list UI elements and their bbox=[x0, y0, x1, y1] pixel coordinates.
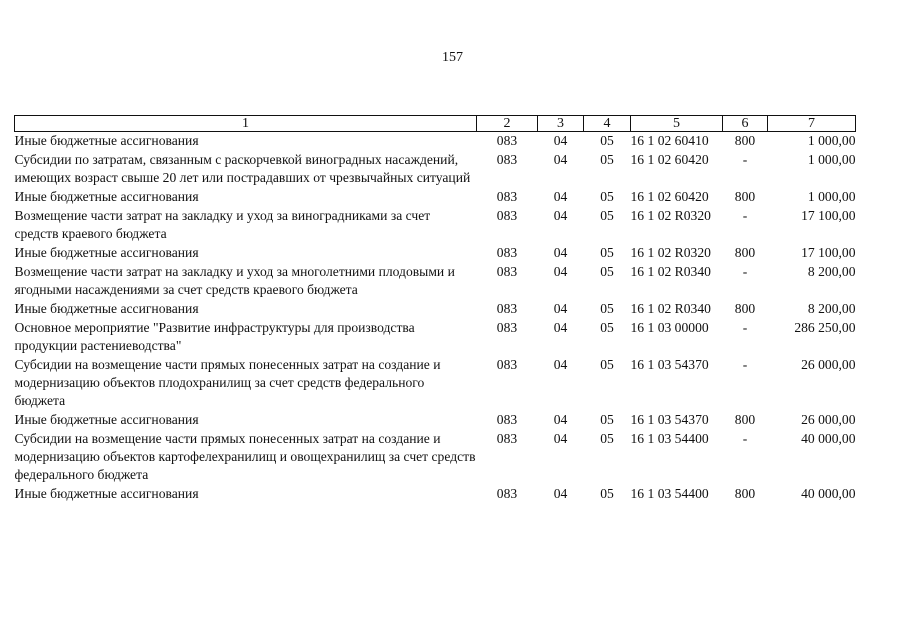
row-target-code: 16 1 03 54370 bbox=[630, 357, 709, 372]
row-code: 083 bbox=[496, 152, 518, 167]
row-code: 083 bbox=[496, 208, 518, 223]
row-amount: 40 000,00 bbox=[801, 431, 856, 446]
row-name: Субсидии на возмещение части прямых понесенных затрат на создание и модернизацию объектов плодохранилищ за счет средств федерального бюджета bbox=[14, 357, 441, 408]
row-expense-type: - bbox=[742, 264, 748, 279]
table-row bbox=[15, 188, 856, 207]
row-expense-type: - bbox=[742, 357, 748, 372]
row-target-code: 16 1 02 60410 bbox=[630, 133, 709, 148]
row-amount: 40 000,00 bbox=[801, 486, 856, 501]
row-expense-type: - bbox=[742, 208, 748, 223]
row-subsection: 05 bbox=[600, 152, 614, 167]
column-header: 6 bbox=[723, 116, 768, 132]
row-expense-type: 800 bbox=[734, 486, 756, 501]
row-target-code: 16 1 03 54370 bbox=[630, 412, 709, 427]
row-section: 04 bbox=[553, 412, 568, 427]
row-target-code: 16 1 02 60420 bbox=[630, 152, 709, 167]
table-row bbox=[15, 300, 856, 319]
row-amount: 1 000,00 bbox=[807, 133, 856, 148]
row-subsection: 05 bbox=[600, 320, 614, 335]
row-name: Субсидии по затратам, связанным с раскорчевкой виноградных насаждений, имеющих возраст свыше 20 лет или пострадавших от чрезвычайных ситуаций bbox=[14, 152, 471, 185]
column-header: 2 bbox=[477, 116, 538, 132]
row-section: 04 bbox=[553, 357, 568, 372]
page-number: 157 bbox=[442, 50, 463, 65]
row-amount: 1 000,00 bbox=[807, 189, 856, 204]
row-target-code: 16 1 02 60420 bbox=[630, 189, 709, 204]
row-subsection: 05 bbox=[600, 208, 614, 223]
row-subsection: 05 bbox=[600, 189, 614, 204]
row-name: Иные бюджетные ассигнования bbox=[14, 412, 199, 427]
table-row bbox=[15, 263, 856, 300]
row-section: 04 bbox=[553, 320, 568, 335]
row-amount: 17 100,00 bbox=[801, 208, 856, 223]
table-row bbox=[15, 319, 856, 356]
row-name: Иные бюджетные ассигнования bbox=[14, 189, 199, 204]
row-subsection: 05 bbox=[600, 412, 614, 427]
row-target-code: 16 1 02 R0340 bbox=[630, 264, 711, 279]
row-code: 083 bbox=[496, 357, 518, 372]
row-expense-type: 800 bbox=[734, 412, 756, 427]
row-name: Возмещение части затрат на закладку и уход за многолетними плодовыми и ягодными насаждениями за счет средств краевого бюджета bbox=[14, 264, 455, 297]
row-section: 04 bbox=[553, 264, 568, 279]
row-name: Возмещение части затрат на закладку и уход за виноградниками за счет средств краевого бюджета bbox=[14, 208, 431, 241]
table-row bbox=[15, 207, 856, 244]
table-row bbox=[15, 151, 856, 188]
column-header: 3 bbox=[538, 116, 584, 132]
table-row bbox=[15, 430, 856, 485]
row-code: 083 bbox=[496, 431, 518, 446]
row-section: 04 bbox=[553, 133, 568, 148]
row-target-code: 16 1 03 54400 bbox=[630, 486, 709, 501]
row-name: Иные бюджетные ассигнования bbox=[14, 245, 199, 260]
column-header: 1 bbox=[15, 116, 477, 132]
column-header: 4 bbox=[584, 116, 631, 132]
row-section: 04 bbox=[553, 208, 568, 223]
row-amount: 26 000,00 bbox=[801, 412, 856, 427]
row-name: Иные бюджетные ассигнования bbox=[14, 486, 199, 501]
row-subsection: 05 bbox=[600, 301, 614, 316]
row-subsection: 05 bbox=[600, 357, 614, 372]
row-subsection: 05 bbox=[600, 264, 614, 279]
row-code: 083 bbox=[496, 486, 518, 501]
table-row bbox=[15, 244, 856, 263]
row-target-code: 16 1 02 R0340 bbox=[630, 301, 711, 316]
table-row bbox=[15, 356, 856, 411]
row-code: 083 bbox=[496, 320, 518, 335]
row-amount: 8 200,00 bbox=[807, 264, 856, 279]
row-name: Иные бюджетные ассигнования bbox=[14, 301, 199, 316]
row-subsection: 05 bbox=[600, 431, 614, 446]
row-section: 04 bbox=[553, 431, 568, 446]
row-code: 083 bbox=[496, 412, 518, 427]
row-amount: 17 100,00 bbox=[801, 245, 856, 260]
row-target-code: 16 1 03 00000 bbox=[630, 320, 709, 335]
row-expense-type: 800 bbox=[734, 301, 756, 316]
table-row bbox=[15, 132, 856, 152]
row-section: 04 bbox=[553, 189, 568, 204]
column-header: 5 bbox=[631, 116, 723, 132]
row-subsection: 05 bbox=[600, 245, 614, 260]
row-expense-type: - bbox=[742, 320, 748, 335]
row-section: 04 bbox=[553, 301, 568, 316]
row-amount: 8 200,00 bbox=[807, 301, 856, 316]
row-section: 04 bbox=[553, 486, 568, 501]
budget-table bbox=[14, 115, 856, 504]
row-expense-type: 800 bbox=[734, 189, 756, 204]
column-header: 7 bbox=[768, 116, 856, 132]
row-expense-type: 800 bbox=[734, 133, 756, 148]
row-section: 04 bbox=[553, 245, 568, 260]
row-expense-type: - bbox=[742, 152, 748, 167]
row-amount: 286 250,00 bbox=[794, 320, 856, 335]
row-name: Субсидии на возмещение части прямых понесенных затрат на создание и модернизацию объектов картофелехранилищ и овощехранилищ за счет средств федерального бюджета bbox=[14, 431, 476, 482]
table-row bbox=[15, 411, 856, 430]
row-name: Иные бюджетные ассигнования bbox=[14, 133, 199, 148]
row-name: Основное мероприятие "Развитие инфраструктуры для производства продукции растениеводства" bbox=[14, 320, 415, 353]
row-amount: 26 000,00 bbox=[801, 357, 856, 372]
row-amount: 1 000,00 bbox=[807, 152, 856, 167]
row-target-code: 16 1 03 54400 bbox=[630, 431, 709, 446]
row-code: 083 bbox=[496, 245, 518, 260]
table-header-row bbox=[15, 116, 856, 132]
row-code: 083 bbox=[496, 189, 518, 204]
row-expense-type: - bbox=[742, 431, 748, 446]
row-target-code: 16 1 02 R0320 bbox=[630, 208, 711, 223]
row-code: 083 bbox=[496, 133, 518, 148]
row-target-code: 16 1 02 R0320 bbox=[630, 245, 711, 260]
row-subsection: 05 bbox=[600, 486, 614, 501]
row-code: 083 bbox=[496, 301, 518, 316]
row-expense-type: 800 bbox=[734, 245, 756, 260]
row-section: 04 bbox=[553, 152, 568, 167]
row-code: 083 bbox=[496, 264, 518, 279]
row-subsection: 05 bbox=[600, 133, 614, 148]
table-row bbox=[15, 485, 856, 504]
